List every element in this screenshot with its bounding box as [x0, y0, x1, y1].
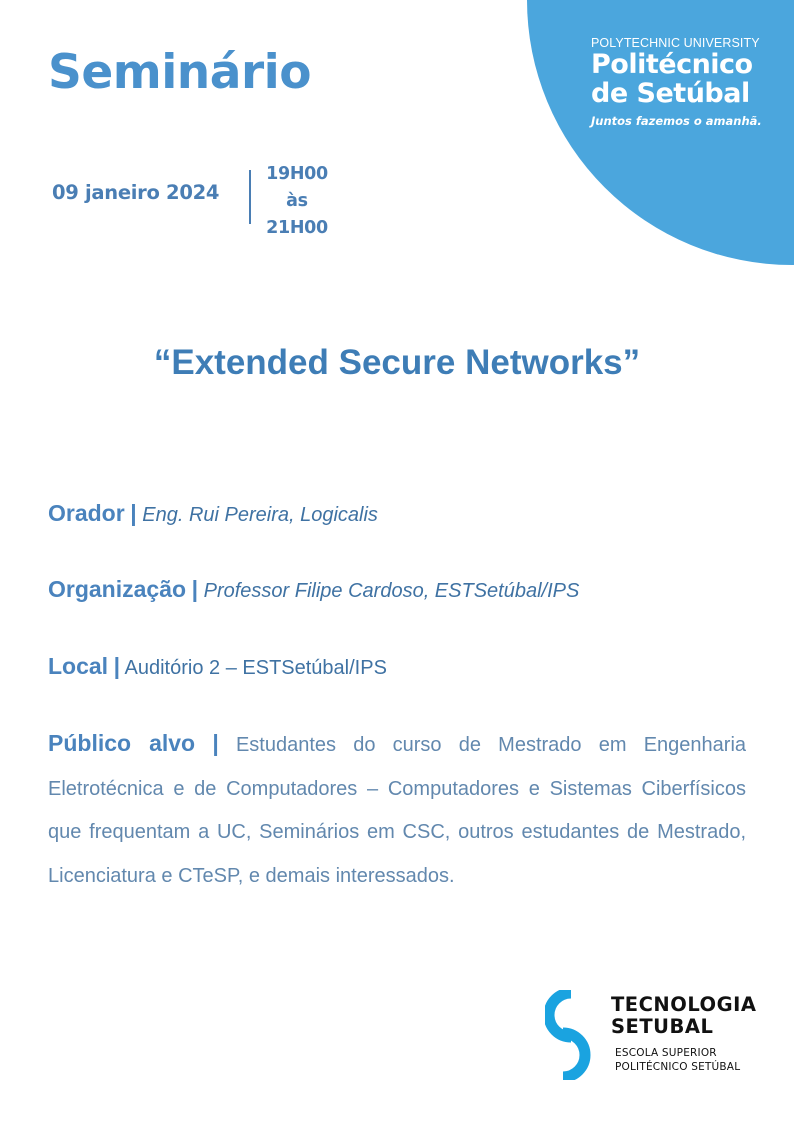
event-time-start: 19H00: [266, 164, 328, 184]
est-logo-school-line1: ESCOLA SUPERIOR: [615, 1047, 717, 1059]
event-time-end: 21H00: [266, 218, 328, 238]
event-date: 09 janeiro 2024: [52, 181, 220, 204]
speaker-label: Orador: [48, 500, 125, 526]
organization-separator: |: [191, 576, 199, 602]
est-s-mark-icon: [545, 990, 595, 1080]
est-setubal-logo: [545, 990, 760, 1080]
location-label: Local: [48, 653, 109, 679]
audience-paragraph: [48, 722, 746, 898]
organization-value: Professor Filipe Cardoso, ESTSetúbal/IPS: [203, 580, 580, 602]
talk-title: “Extended Secure Networks”: [153, 343, 641, 382]
audience-separator: |: [212, 730, 219, 756]
speaker-separator: |: [130, 500, 137, 526]
organization-line: [48, 576, 746, 603]
audience-value: Estudantes do curso de Mestrado em Engenharia Eletrotécnica e de Computadores – Computadores e Sistemas Ciberfísicos que frequentam a UC, Seminários em CSC, outros estudantes de Mestrado, Licenciatura e CTeSP, e demais interessados.: [48, 734, 747, 887]
event-time: [262, 161, 332, 242]
est-logo-school: [615, 1046, 740, 1074]
est-logo-name-line1: TECNOLOGIA: [611, 993, 757, 1016]
location-line: [48, 653, 746, 680]
ips-logo-tagline: Juntos fazemos o amanhã.: [591, 114, 762, 128]
ips-logo: [591, 36, 762, 128]
ips-logo-name-line1: Politécnico: [591, 49, 753, 80]
location-value: Auditório 2 – ESTSetúbal/IPS: [124, 657, 387, 679]
location-separator: |: [113, 653, 121, 679]
speaker-line: [48, 500, 746, 527]
est-logo-name-line2: SETUBAL: [611, 1015, 714, 1038]
organization-label: Organização: [48, 576, 187, 602]
est-logo-name: [611, 994, 757, 1038]
audience-label: Público alvo: [48, 730, 196, 756]
est-logo-school-line2: POLITÉCNICO SETÚBAL: [615, 1061, 741, 1073]
page-title: Seminário: [48, 45, 312, 100]
ips-logo-name-line2: de Setúbal: [591, 78, 750, 109]
speaker-value: Eng. Rui Pereira, Logicalis: [142, 504, 378, 526]
event-time-separator: às: [286, 191, 308, 211]
ips-logo-english-name: POLYTECHNIC UNIVERSITY: [591, 36, 760, 50]
date-divider: [249, 170, 251, 224]
